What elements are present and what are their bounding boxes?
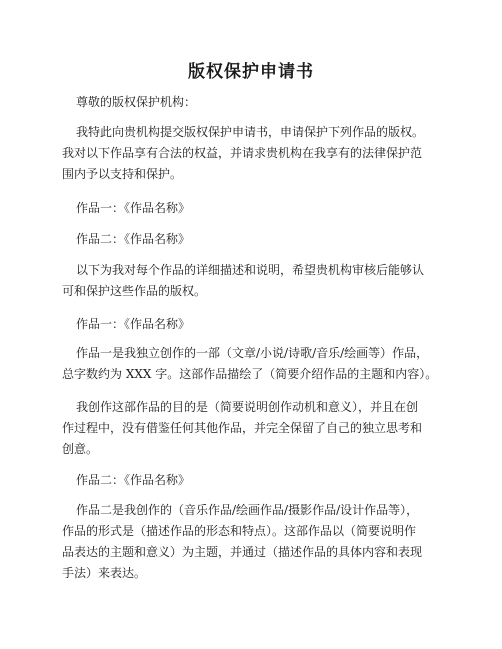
work1-purpose-line-1: 我创作这部作品的目的是（简要说明创作动机和意义），并且在创	[76, 400, 419, 414]
salutation-text: 尊敬的版权保护机构：	[76, 95, 197, 109]
intro-line-1: 我特此向贵机构提交版权保护申请书，申请保护下列作品的版权。	[76, 125, 425, 139]
document-title: 版权保护申请书	[188, 62, 314, 82]
work2-desc-line-3: 品表达的主题和意义）为主题，并通过（描述作品的具体内容和表现	[62, 545, 423, 559]
intro-paragraph	[62, 122, 436, 185]
work1-purpose	[62, 397, 436, 460]
work1-heading-repeat-text: 作品一：《作品名称》	[76, 317, 191, 331]
work2-heading-repeat-text: 作品二：《作品名称》	[76, 473, 191, 487]
work2-desc-line-4: 手法）来表达。	[62, 566, 147, 580]
work1-desc-line-1: 作品一是我独立创作的一部（文章/小说/诗歌/音乐/绘画等）作品，	[76, 346, 429, 360]
work2-heading	[76, 229, 436, 250]
work2-description	[62, 500, 436, 584]
work2-desc-line-1: 作品二是我创作的（音乐作品/绘画作品/摄影作品/设计作品等），	[76, 503, 419, 517]
work1-desc-line-2: 总字数约为 XXX 字。这部作品描绘了（简要介绍作品的主题和内容）。	[62, 367, 438, 381]
details-intro-line-1: 以下为我对每个作品的详细描述和说明，希望贵机构审核后能够认	[76, 263, 425, 277]
salutation	[76, 92, 436, 113]
work1-heading	[76, 198, 436, 219]
details-intro-line-2: 可和保护这些作品的版权。	[62, 284, 207, 298]
work1-purpose-line-3: 创意。	[62, 442, 99, 456]
work2-desc-line-2: 作品的形式是（描述作品的形态和特点）。这部作品以（简要说明作	[62, 524, 417, 538]
work1-purpose-line-2: 作过程中，没有借鉴任何其他作品，并完全保留了自己的独立思考和	[62, 421, 423, 435]
work1-heading-repeat	[76, 314, 436, 335]
work2-heading-text: 作品二：《作品名称》	[76, 232, 191, 246]
intro-line-2: 我对以下作品享有合法的权益，并请求贵机构在我享有的法律保护范	[62, 146, 423, 160]
work1-description	[62, 343, 438, 385]
work1-heading-text: 作品一：《作品名称》	[76, 201, 191, 215]
intro-line-3: 围内予以支持和保护。	[62, 167, 183, 181]
work2-heading-repeat	[76, 470, 436, 491]
details-intro-paragraph	[62, 260, 436, 302]
